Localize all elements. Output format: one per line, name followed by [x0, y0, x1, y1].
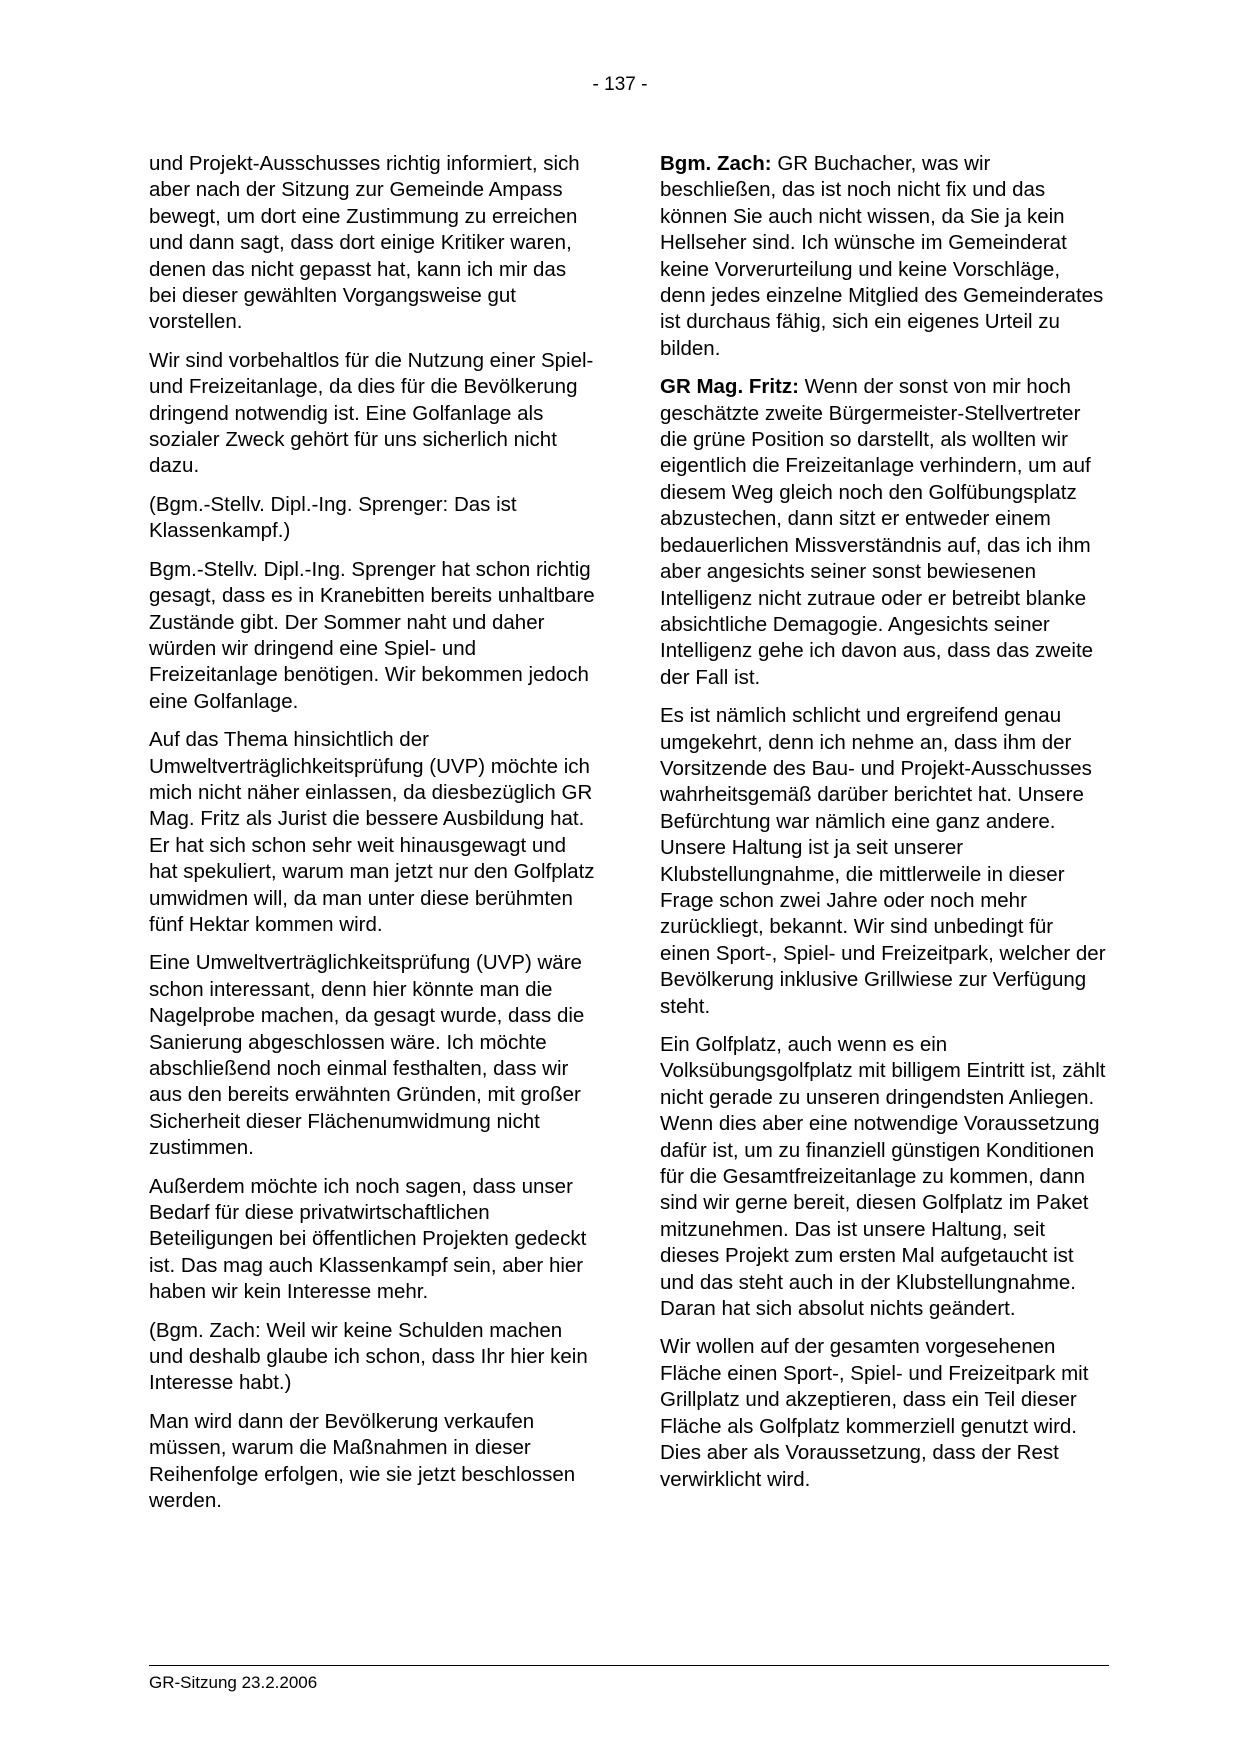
paragraph: Wir wollen auf der gesamten vorgesehenen Fläche einen Sport-, Spiel- und Freizeitpark mit Grillplatz und akzeptieren, dass ein Teil dieser Fläche als Golfplatz kommerziell genutzt wird. Dies aber als Voraussetzung, dass der Rest verwirklicht wird. [660, 1335, 1089, 1491]
interjection: (Bgm. Zach: Weil wir keine Schulden machen und deshalb glaube ich schon, dass Ihr hier kein Interesse habt.) [149, 1318, 588, 1395]
left-column [149, 151, 597, 1527]
right-column [660, 151, 1108, 1505]
interjection: (Bgm.-Stellv. Dipl.-Ing. Sprenger: Das ist Klassenkampf.) [149, 492, 517, 543]
speaker-name: GR Mag. Fritz: [660, 375, 799, 399]
speech-paragraph [660, 374, 1108, 691]
paragraph: Auf das Thema hinsichtlich der Umweltverträglichkeitsprüfung (UVP) möchte ich mich nicht näher einlassen, da diesbezüglich GR Mag. Fritz als Jurist die bessere Ausbildung hat. Er hat sich schon sehr weit hinausgewagt und hat spekuliert, warum man jetzt nur den Golfplatz umwidmen will, da man unter diese berühmten fünf Hektar kommen wird. [149, 728, 595, 936]
paragraph: Außerdem möchte ich noch sagen, dass unser Bedarf für diese privatwirtschaftlichen Beteiligungen bei öffentlichen Projekten gedeckt ist. Das mag auch Klassenkampf sein, aber hier haben wir kein Interesse mehr. [149, 1174, 587, 1304]
footer-divider [149, 1665, 1109, 1666]
footer-session-date: GR-Sitzung 23.2.2006 [149, 1673, 318, 1692]
paragraph: Es ist nämlich schlicht und ergreifend genau umgekehrt, denn ich nehme an, dass ihm der Vorsitzende des Bau- und Projekt-Ausschusses wahrheitsgemäß darüber berichtet hat. Unsere Befürchtung war nämlich eine ganz andere. Unsere Haltung ist ja seit unserer Klubstellungnahme, die mittlerweile in dieser Frage schon zwei Jahre oder noch mehr zurückliegt, bekannt. Wir sind unbedingt für einen Sport-, Spiel- und Freizeitpark, welcher der Bevölkerung inklusive Grillwiese zur Verfügung steht. [660, 704, 1106, 1018]
paragraph: Ein Golfplatz, auch wenn es ein Volksübungsgolfplatz mit billigem Eintritt ist, zählt nicht gerade zu unseren dringendsten Anliegen. Wenn dies aber eine notwendige Voraussetzung dafür ist, um zu finanziell günstigen Konditionen für die Gesamtfreizeitanlage zu kommen, dann sind wir gerne bereit, diesen Golfplatz im Paket mitzunehmen. Das ist unsere Haltung, seit dieses Projekt zum ersten Mal aufgetaucht ist und das steht auch in der Klubstellungnahme. Daran hat sich absolut nichts geändert. [660, 1033, 1106, 1321]
page-number: - 137 - [592, 74, 648, 95]
speech-text: Wenn der sonst von mir hoch geschätzte zweite Bürgermeister-Stellvertreter die grüne Position so darstellt, als wollten wir eigentlich die Freizeitanlage verhindern, um auf diesem Weg gleich noch den Golfübungsplatz abzustechen, dann sitzt er entweder einem bedauerlichen Missverständnis auf, das ich ihm aber angesichts seiner sonst bewiesenen Intelligenz nicht zutraue oder er betreibt blanke absichtliche Demagogie. Angesichts seiner Intelligenz gehe ich davon aus, dass das zweite der Fall ist. [660, 375, 1094, 689]
paragraph: Man wird dann der Bevölkerung verkaufen müssen, warum die Maßnahmen in dieser Reihenfolge erfolgen, wie sie jetzt beschlossen werden. [149, 1409, 576, 1513]
speech-paragraph [660, 151, 1108, 362]
paragraph: und Projekt-Ausschusses richtig informiert, sich aber nach der Sitzung zur Gemeinde Ampass bewegt, um dort eine Zustimmung zu erreichen und dann sagt, dass dort einige Kritiker waren, denen das nicht gepasst hat, kann ich mir das bei dieser gewählten Vorgangsweise gut vorstellen. [149, 152, 580, 334]
paragraph: Wir sind vorbehaltlos für die Nutzung einer Spiel- und Freizeitanlage, da dies für die Bevölkerung dringend notwendig ist. Eine Golfanlage als sozialer Zweck gehört für uns sicherlich nicht dazu. [149, 348, 594, 478]
speech-text: GR Buchacher, was wir beschließen, das ist noch nicht fix und das können Sie auch nicht wissen, da Sie ja kein Hellseher sind. Ich wünsche im Gemeinderat keine Vorverurteilung und keine Vorschläge, denn jedes einzelne Mitglied des Gemeinderates ist durchaus fähig, sich ein eigenes Urteil zu bilden. [660, 152, 1104, 360]
speaker-name: Bgm. Zach: [660, 152, 772, 175]
paragraph: Bgm.-Stellv. Dipl.-Ing. Sprenger hat schon richtig gesagt, dass es in Kranebitten bereits unhaltbare Zustände gibt. Der Sommer naht und daher würden wir dringend eine Spiel- und Freizeitanlage benötigen. Wir bekommen jedoch eine Golfanlage. [149, 557, 595, 713]
paragraph: Eine Umweltverträglichkeitsprüfung (UVP) wäre schon interessant, denn hier könnte man die Nagelprobe machen, da gesagt wurde, dass die Sanierung abgeschlossen wäre. Ich möchte abschließend noch einmal festhalten, dass wir aus den bereits erwähnten Gründen, mit großer Sicherheit dieser Flächenumwidmung nicht zustimmen. [149, 951, 585, 1160]
